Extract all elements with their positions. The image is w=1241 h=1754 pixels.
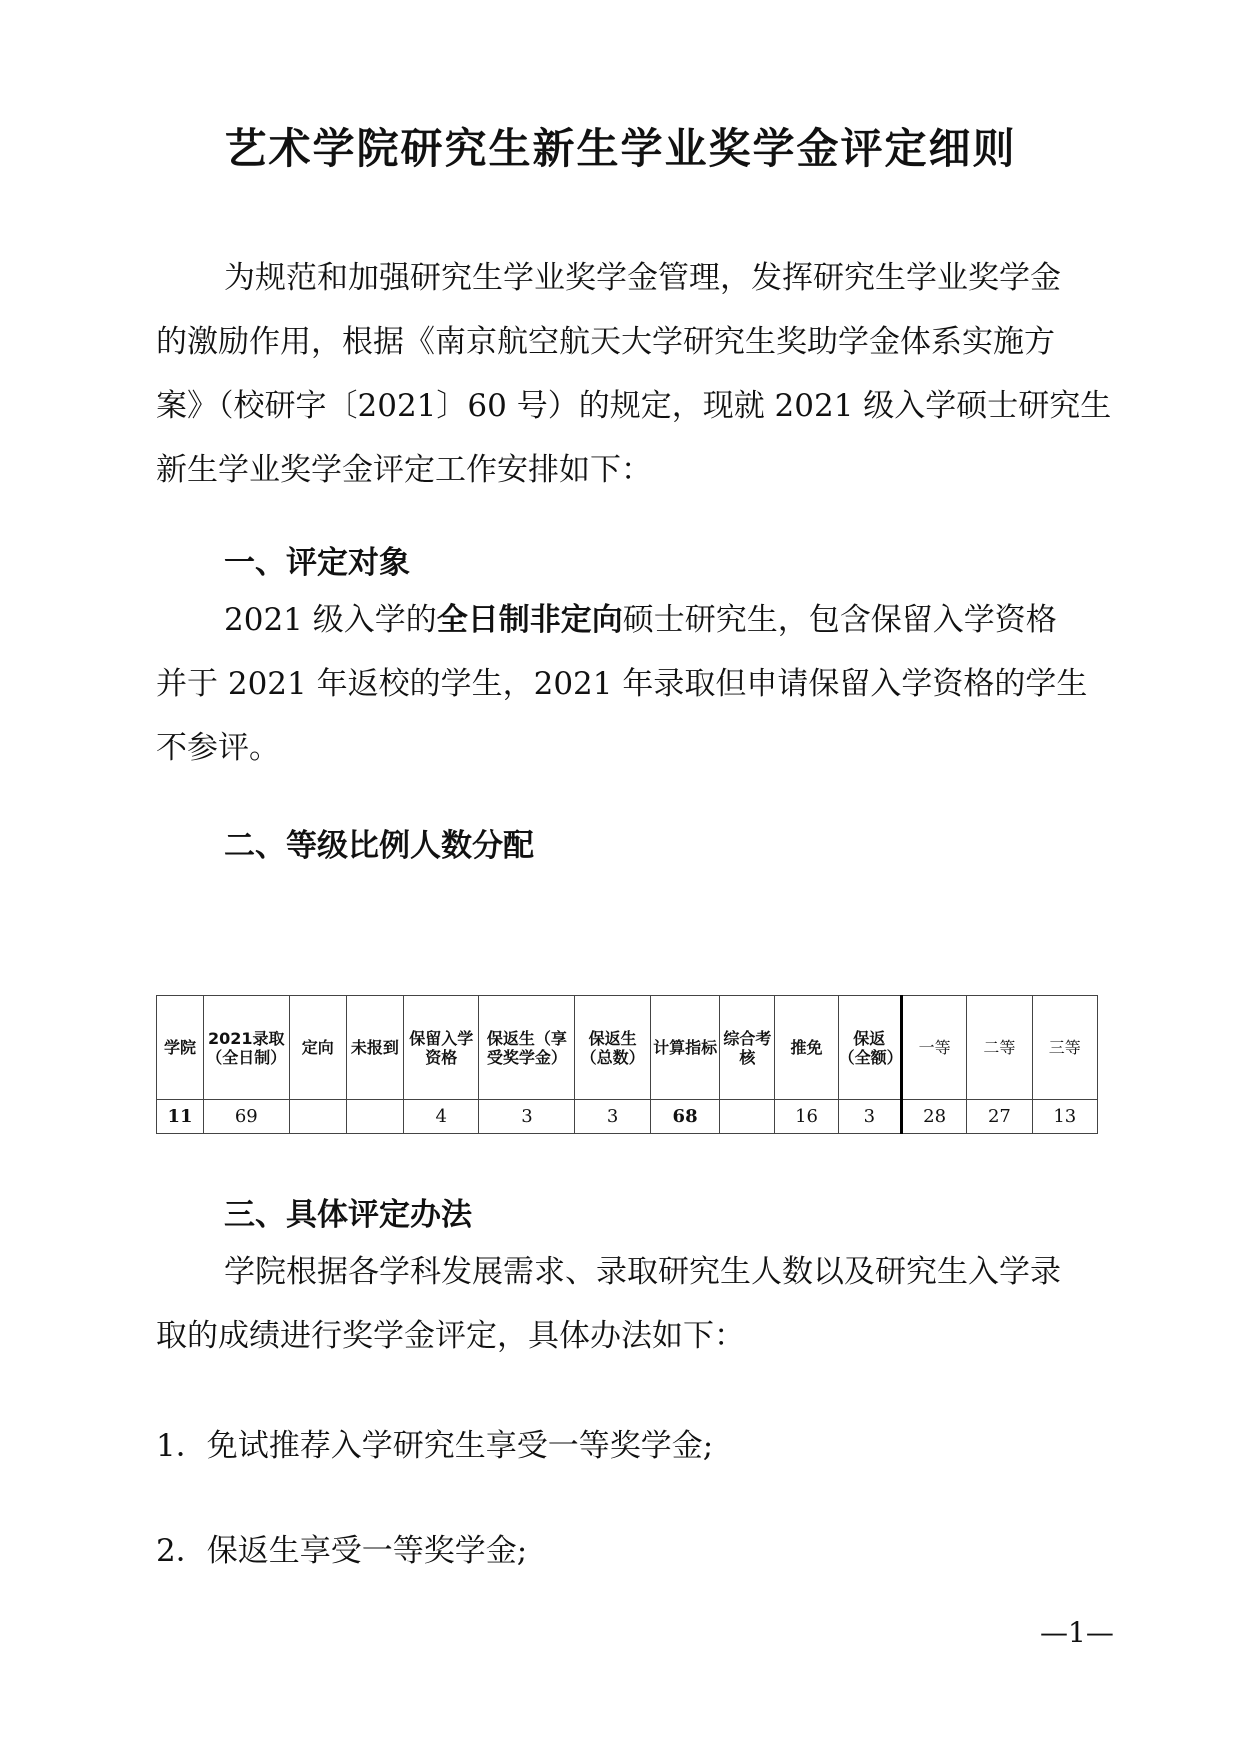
table-cell: 68 [650,1100,719,1134]
table-cell: 69 [203,1100,289,1134]
table-cell: 3 [575,1100,651,1134]
section1-line [156,588,1116,652]
intro-line: 为规范和加强研究生学业奖学金管理，发挥研究生学业奖学金 [224,260,1061,296]
table-header-cell: 计算指标 [650,996,719,1100]
table-cell: 13 [1032,1100,1097,1134]
table-header-row [157,996,1098,1100]
table-cell: 4 [403,1100,479,1134]
table-header-cell: 三等 [1032,996,1097,1100]
table-cell: 27 [967,1100,1032,1134]
section3-line: 取的成绩进行奖学金评定，具体办法如下： [156,1318,745,1354]
intro-line: 的激励作用，根据《南京航空航天大学研究生奖助学金体系实施方 [156,324,1055,360]
table-cell: 28 [901,1100,966,1134]
table-cell: 11 [157,1100,204,1134]
table-header-cell: 保返（全额） [838,996,901,1100]
section2-heading: 二、等级比例人数分配 [224,828,534,864]
table-header-cell: 未报到 [346,996,403,1100]
section1-heading: 一、评定对象 [224,545,410,581]
section3-paragraph [156,1240,1116,1368]
table-cell [346,1100,403,1134]
table-header-cell: 一等 [901,996,966,1100]
page-number: —1— [1040,1616,1114,1649]
page-title: 艺术学院研究生新生学业奖学金评定细则 [224,124,1017,173]
section1-line: 不参评。 [156,730,280,766]
table-cell: 3 [479,1100,575,1134]
table-header-cell: 推免 [775,996,838,1100]
list-item: 1．免试推荐入学研究生享受一等奖学金; [156,1428,714,1464]
section1-line1-post: 硕士研究生，包含保留入学资格 [622,602,1057,638]
table-header-cell: 保留入学资格 [403,996,479,1100]
section3-heading: 三、具体评定办法 [224,1197,472,1233]
table-header-cell: 定向 [289,996,346,1100]
table-header-cell: 综合考核 [720,996,775,1100]
table-header-cell: 保返生（享受奖学金） [479,996,575,1100]
table-header-cell: 保返生（总数） [575,996,651,1100]
section1-line1-pre: 2021 级入学的 [224,602,437,638]
table-row [157,1100,1098,1134]
list-item: 2．保返生享受一等奖学金; [156,1533,528,1569]
table-header-cell: 2021录取（全日制） [203,996,289,1100]
table-cell [720,1100,775,1134]
table-cell: 16 [775,1100,838,1134]
distribution-table [156,995,1098,1134]
intro-line: 案》（校研字〔2021〕60 号）的规定，现就 2021 级入学硕士研究生 [156,388,1112,424]
intro-paragraph [156,246,1116,502]
table-cell: 3 [838,1100,901,1134]
table-cell [289,1100,346,1134]
table-header-cell: 二等 [967,996,1032,1100]
section1-line1-bold: 全日制非定向 [436,602,623,638]
intro-line: 新生学业奖学金评定工作安排如下： [156,452,652,488]
table-header-cell: 学院 [157,996,204,1100]
section1-line: 并于 2021 年返校的学生，2021 年录取但申请保留入学资格的学生 [156,666,1088,702]
section3-line: 学院根据各学科发展需求、录取研究生人数以及研究生入学录 [224,1254,1061,1290]
section1-paragraph [156,588,1116,780]
